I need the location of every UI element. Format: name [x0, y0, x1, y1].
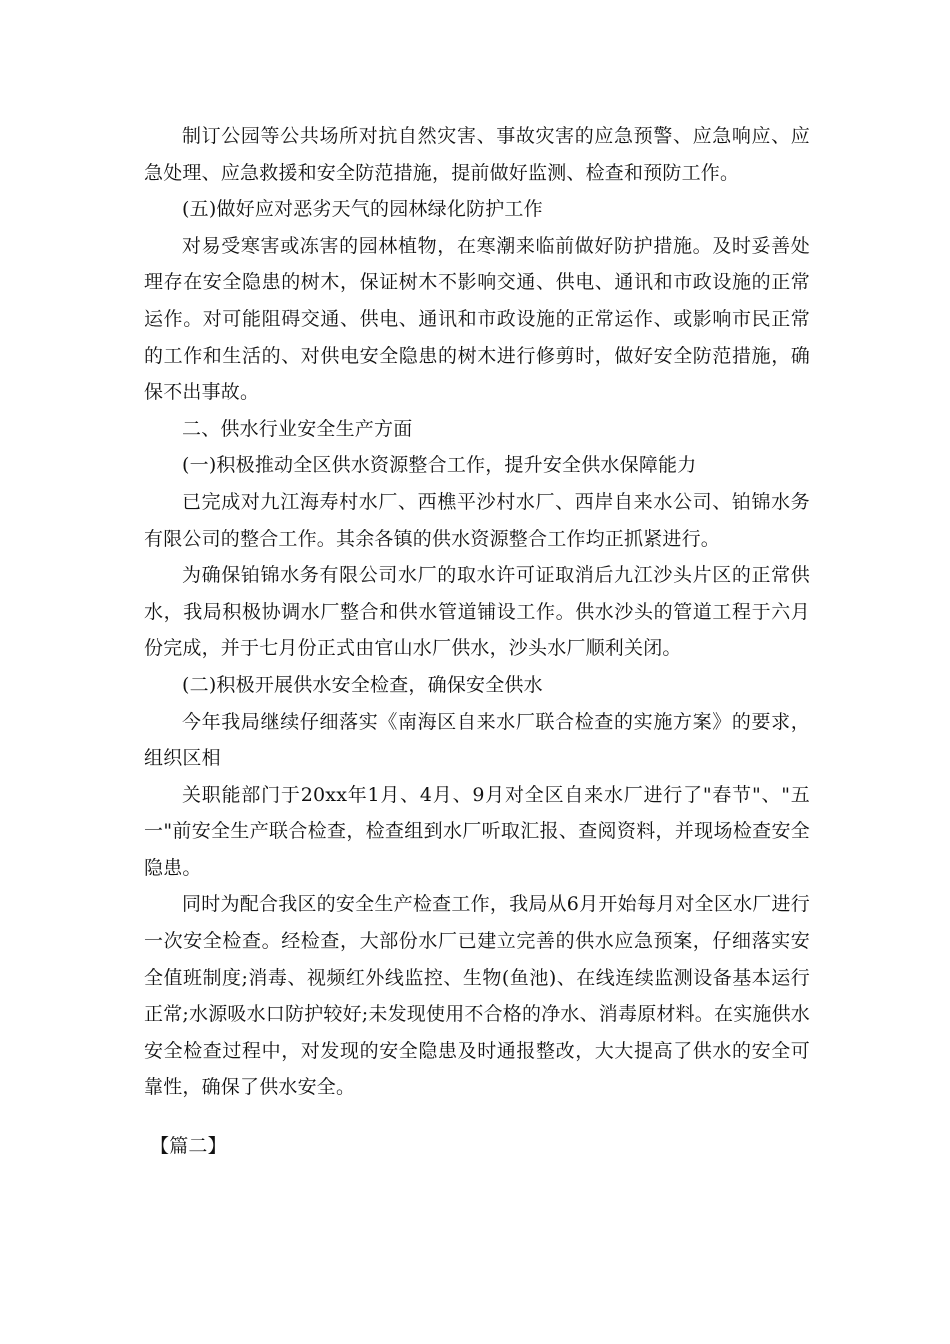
paragraph-integration-progress: 已完成对九江海寿村水厂、西樵平沙村水厂、西岸自来水公司、铂锦水务有限公司的整合工作。其余各镇的供水资源整合工作均正抓紧进行。: [144, 490, 810, 550]
paragraph-shatou-supply: 为确保铂锦水务有限公司水厂的取水许可证取消后九江沙头片区的正常供水，我局积极协调水厂整合和供水管道铺设工作。供水沙头的管道工程于六月份完成，并于七月份正式由官山水厂供水，沙头水厂顺利关闭。: [144, 564, 810, 660]
paragraph-tree-protection: 对易受寒害或冻害的园林植物，在寒潮来临前做好防护措施。及时妥善处理存在安全隐患的树木，保证树木不影响交通、供电、通讯和市政设施的正常运作。对可能阻碍交通、供电、通讯和市政设施的正常运作、或影响市民正常的工作和生活的、对供电安全隐患的树木进行修剪时，做好安全防范措施，确保不出事故。: [144, 234, 810, 404]
heading-water-supply-safety: 二、供水行业安全生产方面: [182, 417, 413, 440]
paragraph-monthly-inspection: 同时为配合我区的安全生产检查工作，我局从6月开始每月对全区水厂进行一次安全检查。经检查，大部份水厂已建立完善的供水应急预案，仔细落实安全值班制度;消毒、视频红外线监控、生物(鱼池)、在线连续监测设备基本运行正常;水源吸水口防护较好;未发现使用不合格的净水、消毒原材料。在实施供水安全检查过程中，对发现的安全隐患及时通报整改，大大提高了供水的安全可靠性，确保了供水安全。: [144, 893, 811, 1099]
paragraph-emergency-measures: 制订公园等公共场所对抗自然灾害、事故灾害的应急预警、应急响应、应急处理、应急救援和安全防范措施，提前做好监测、检查和预防工作。: [144, 125, 810, 184]
section-mark: 【篇二】: [150, 1135, 227, 1157]
document-body: [144, 118, 810, 1106]
heading-resource-integration: (一)积极推动全区供水资源整合工作，提升安全供水保障能力: [182, 454, 697, 477]
heading-safety-inspection: (二)积极开展供水安全检查，确保安全供水: [182, 673, 543, 696]
paragraph-joint-inspection-dates: 关职能部门于20xx年1月、4月、9月对全区自来水厂进行了"春节"、"五一"前安全生产联合检查，检查组到水厂听取汇报、查阅资料，并现场检查安全隐患。: [144, 783, 810, 879]
paragraph-joint-inspection-plan: 今年我局继续仔细落实《南海区自来水厂联合检查的实施方案》的要求，组织区相: [144, 710, 810, 770]
heading-weather-protection: (五)做好应对恶劣天气的园林绿化防护工作: [182, 198, 543, 221]
